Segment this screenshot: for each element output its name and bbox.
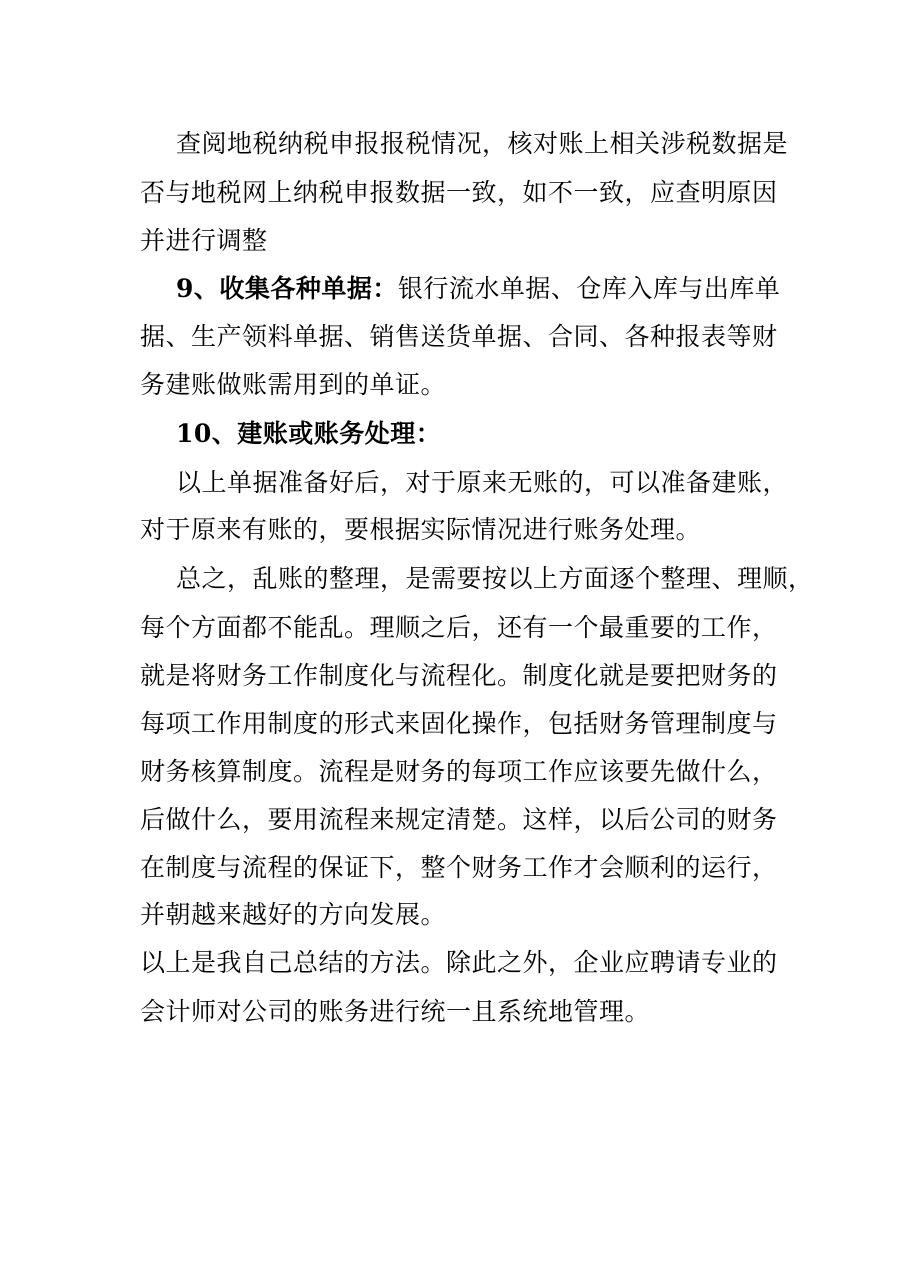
section-9-line-3: 务建账做账需用到的单证。 xyxy=(140,370,447,399)
paragraph-1-line-1: 查阅地税纳税申报报税情况，核对账上相关涉税数据是 xyxy=(176,129,789,158)
section-10-line-2: 对于原来有账的，要根据实际情况进行账务处理。 xyxy=(140,515,702,544)
closing-line-2: 会计师对公司的账务进行统一且系统地管理。 xyxy=(140,997,651,1026)
section-9-heading: 9、收集各种单据： xyxy=(176,274,398,303)
summary-line-3: 就是将财务工作制度化与流程化。制度化就是要把财务的 xyxy=(140,661,778,690)
section-10-heading: 10、建账或账务处理： xyxy=(176,419,442,448)
summary-line-7: 在制度与流程的保证下，整个财务工作才会顺利的运行， xyxy=(140,853,778,882)
section-9-line-2: 据、生产领料单据、销售送货单据、合同、各种报表等财 xyxy=(140,322,778,351)
paragraph-1-line-2: 否与地税网上纳税申报数据一致，如不一致，应查明原因 xyxy=(140,178,778,207)
summary-line-4: 每项工作用制度的形式来固化操作，包括财务管理制度与 xyxy=(140,709,778,738)
section-9-line-1: 银行流水单据、仓库入库与出库单 xyxy=(397,274,781,303)
section-9-first-line xyxy=(176,273,780,305)
closing-line-1: 以上是我自己总结的方法。除此之外，企业应聘请专业的 xyxy=(140,948,778,977)
summary-line-6: 后做什么，要用流程来规定清楚。这样，以后公司的财务 xyxy=(140,805,778,834)
summary-line-2: 每个方面都不能乱。理顺之后，还有一个最重要的工作， xyxy=(140,613,778,642)
summary-line-1: 总之，乱账的整理，是需要按以上方面逐个整理、理顺， xyxy=(176,564,814,593)
summary-line-8: 并朝越来越好的方向发展。 xyxy=(140,900,447,929)
section-10-line-1: 以上单据准备好后，对于原来无账的，可以准备建账， xyxy=(176,468,789,497)
summary-line-5: 财务核算制度。流程是财务的每项工作应该要先做什么， xyxy=(140,757,778,786)
paragraph-1-line-3: 并进行调整 xyxy=(140,226,268,255)
